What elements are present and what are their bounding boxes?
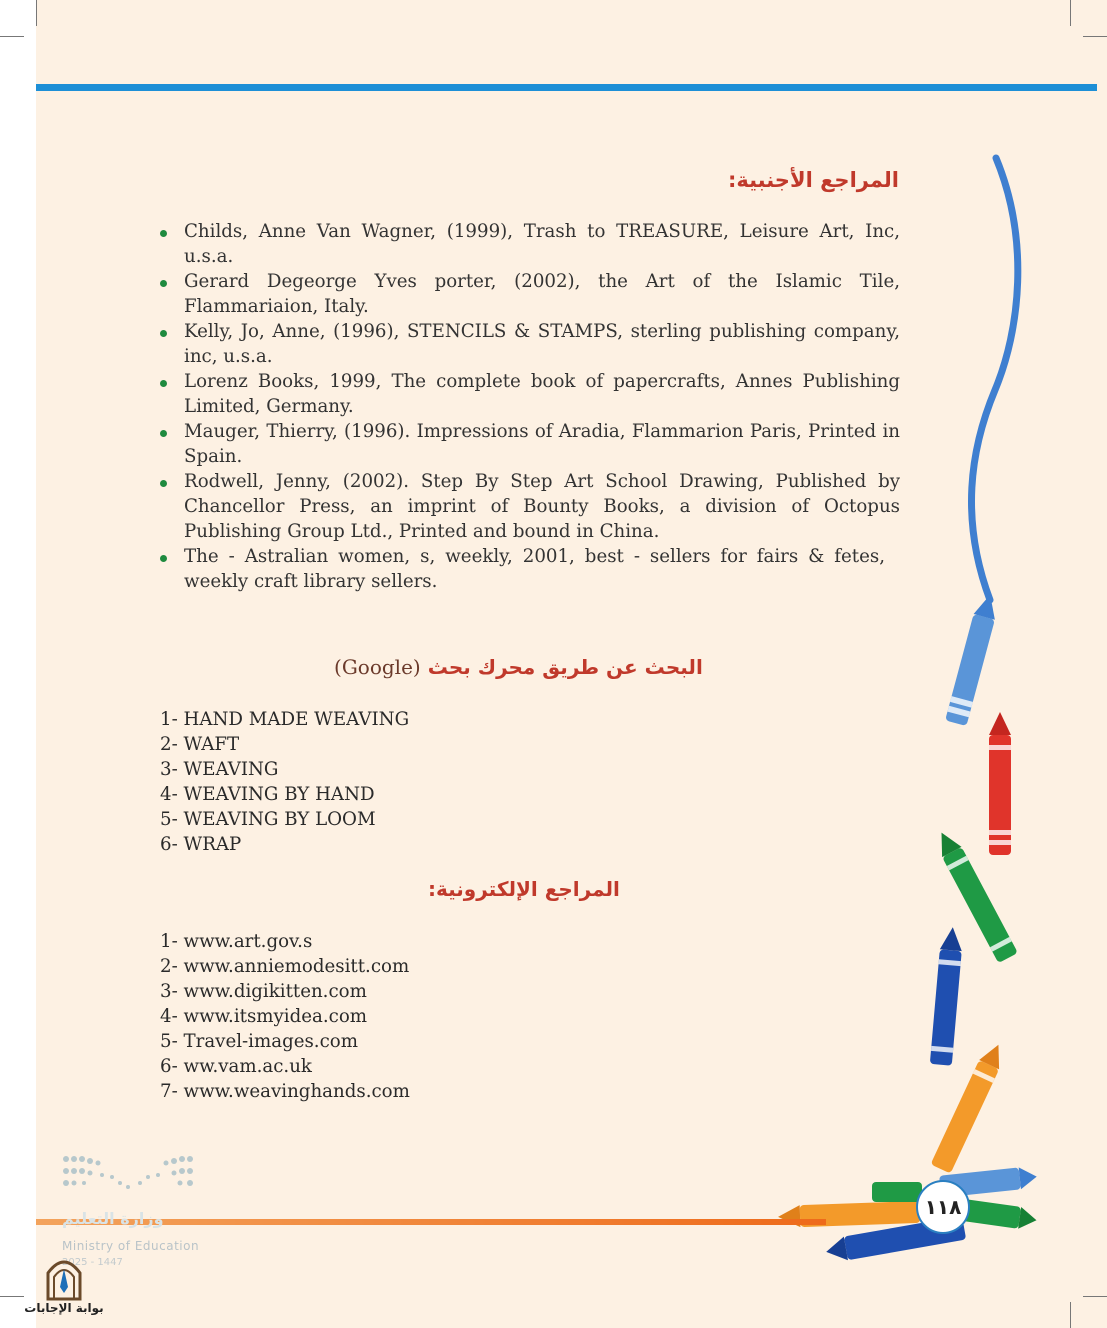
list-item: 1- HAND MADE WEAVING <box>160 709 410 730</box>
list-item <box>160 269 900 319</box>
portal-label: بوابة الإجابات <box>24 1301 104 1315</box>
list-item <box>160 469 900 544</box>
ministry-year: 2025 - 1447 <box>62 1257 123 1268</box>
bullet-icon <box>160 330 167 337</box>
page-number: ١١٨ <box>916 1180 970 1234</box>
list-item: 3- WEAVING <box>160 759 279 780</box>
foreign-references-list <box>160 219 900 594</box>
list-item: 5- WEAVING BY LOOM <box>160 809 376 830</box>
google-search-terms-list <box>160 707 409 857</box>
reference-text: Rodwell, Jenny, (2002). Step By Step Art School Drawing, Published by Chancellor Press, an imprint of Bounty Books, a division of Octopus Publishing Group Ltd., Printed and bound in China. <box>184 471 900 542</box>
ministry-dots-icon <box>62 1153 202 1203</box>
list-item <box>160 369 900 419</box>
bullet-icon <box>160 230 167 237</box>
electronic-references-list <box>160 929 410 1104</box>
mosque-pen-icon <box>42 1255 86 1301</box>
answers-portal-badge <box>24 1255 104 1325</box>
list-item: 2- WAFT <box>160 734 240 755</box>
bullet-icon <box>160 480 167 487</box>
ministry-name-ar: وزارة التعليم <box>62 1209 164 1228</box>
list-item: 1- www.art.gov.s <box>160 931 313 952</box>
list-item: 3- www.digikitten.com <box>160 981 367 1002</box>
reference-text: Kelly, Jo, Anne, (1996), STENCILS & STAMPS, sterling publishing company, inc, u.s.a. <box>184 321 900 367</box>
list-item: 6- ww.vam.ac.uk <box>160 1056 312 1077</box>
reference-text: Lorenz Books, 1999, The complete book of papercrafts, Annes Publishing Limited, Germany. <box>184 371 900 417</box>
reference-text: Mauger, Thierry, (1996). Impressions of Aradia, Flammarion Paris, Printed in Spain. <box>184 421 900 467</box>
foreign-references-heading: المراجع الأجنبية: <box>727 168 899 192</box>
bullet-icon <box>160 430 167 437</box>
list-item: 4- WEAVING BY HAND <box>160 784 375 805</box>
list-item: 5- Travel-images.com <box>160 1031 358 1052</box>
reference-text: Gerard Degeorge Yves porter, (2002), the Art of the Islamic Tile, Flammariaion, Italy. <box>184 271 900 317</box>
list-item: 4- www.itsmyidea.com <box>160 1006 368 1027</box>
electronic-references-heading: المراجع الإلكترونية: <box>428 877 620 901</box>
list-item: 2- www.anniemodesitt.com <box>160 956 410 977</box>
list-item <box>160 544 900 594</box>
google-search-heading <box>334 655 703 679</box>
bullet-icon <box>160 555 167 562</box>
reference-text: Childs, Anne Van Wagner, (1999), Trash to TREASURE, Leisure Art, Inc, u.s.a. <box>184 221 900 267</box>
list-item <box>160 419 900 469</box>
list-item: 7- www.weavinghands.com <box>160 1081 410 1102</box>
bullet-icon <box>160 280 167 287</box>
list-item: 6- WRAP <box>160 834 242 855</box>
list-item <box>160 219 900 269</box>
list-item <box>160 319 900 369</box>
ministry-name-en: Ministry of Education <box>62 1239 200 1253</box>
reference-text: The - Astralian women, s, weekly, 2001, best - sellers for fairs & fetes, weekly craft library sellers. <box>184 546 885 592</box>
google-heading-ar: البحث عن طريق محرك بحث <box>427 655 703 679</box>
bullet-icon <box>160 380 167 387</box>
google-heading-en: (Google) <box>334 655 421 679</box>
